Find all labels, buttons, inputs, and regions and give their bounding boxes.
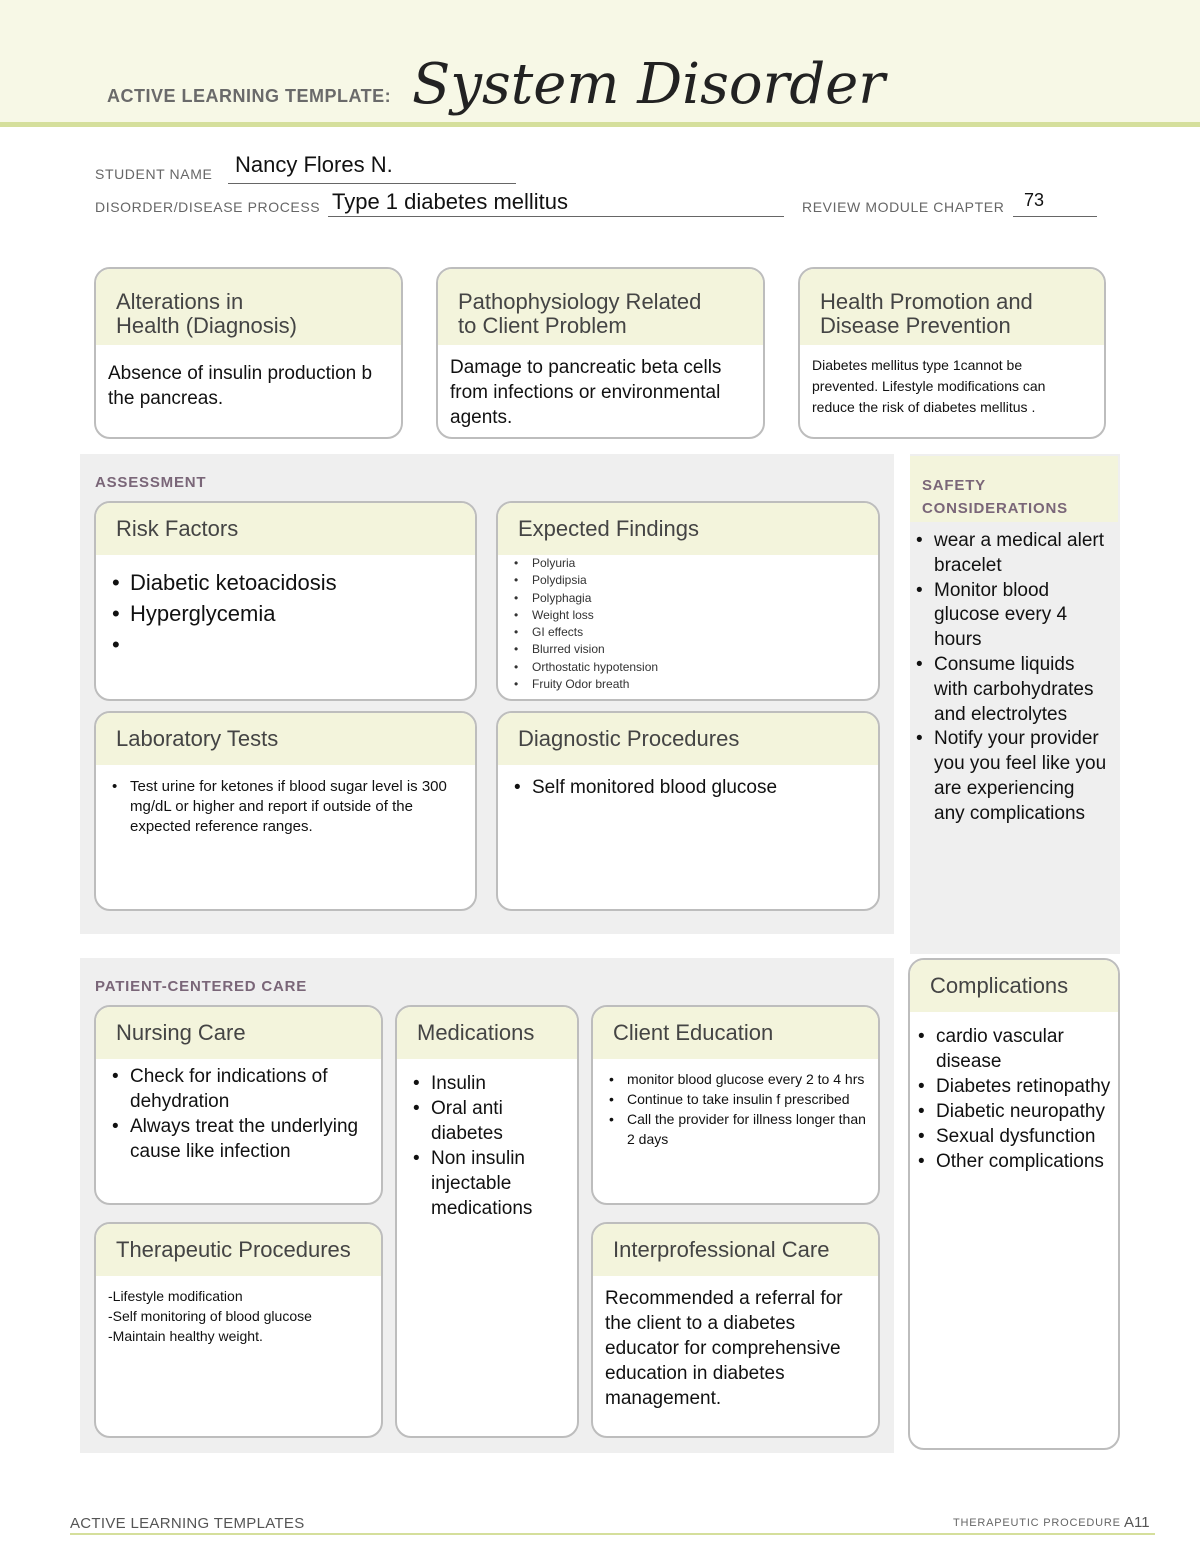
client-education-item: • monitor blood glucose every 2 to 4 hrs [605,1069,866,1089]
interprofessional-care-box [591,1222,880,1438]
pathophysiology-box [436,267,765,439]
medication-item: • Non insulin injectable medications [409,1146,565,1221]
safety-item: • Notify your provider you you feel like you are experiencing any complications [912,727,1108,826]
medications-box [395,1005,579,1438]
client-education-item: • Continue to take insulin f prescribed [605,1089,866,1109]
nursing-care-title: Nursing Care [116,1020,246,1045]
safety-list[interactable] [912,529,1108,827]
diagnostic-procedures-title: Diagnostic Procedures [518,726,740,751]
pathophysiology-title: Pathophysiology Related to Client Problem [458,289,702,338]
footer-right: THERAPEUTIC PROCEDURE [953,1517,1121,1529]
student-name-underline [228,183,516,184]
expected-finding-item: • Polydipsia [510,572,866,589]
nursing-care-item: • Check for indications of dehydration [108,1064,369,1114]
nursing-care-item: • Always treat the underlying cause like infection [108,1114,369,1164]
expected-finding-item: • Orthostatic hypotension [510,659,866,676]
complication-item: • Diabetes retinopathy [914,1074,1112,1099]
complication-item: • Other complications [914,1149,1112,1174]
risk-factors-title: Risk Factors [116,516,239,541]
risk-factors-box [94,501,477,701]
footer-page: A11 [1124,1514,1150,1531]
disorder-underline [328,216,784,217]
nursing-care-box [94,1005,383,1205]
diagnostic-procedures-list[interactable] [498,765,878,808]
safety-label: SAFETY CONSIDERATIONS [922,477,1068,517]
student-name-value[interactable]: Nancy Flores N. [235,152,393,177]
client-education-box [591,1005,880,1205]
risk-factor-item [108,629,463,660]
client-education-title: Client Education [613,1020,774,1045]
page-title: System Disorder [412,52,886,117]
expected-findings-list[interactable] [498,555,878,701]
header-rule [0,122,1200,127]
alterations-text[interactable]: Absence of insulin production b the pancreas. [108,363,373,409]
risk-factor-item: • Diabetic ketoacidosis [108,567,463,598]
expected-findings-title: Expected Findings [518,516,699,541]
disorder-label: DISORDER/DISEASE PROCESS [95,199,321,215]
therapeutic-procedures-text[interactable] [96,1276,381,1354]
nursing-care-list[interactable] [96,1059,381,1172]
health-promotion-box [798,267,1106,439]
health-promotion-text[interactable]: Diabetes mellitus type 1cannot be prevented. Lifestyle modifications can reduce the risk of diabetes mellitus . [812,357,1046,415]
therapeutic-procedures-title: Therapeutic Procedures [116,1237,351,1262]
expected-finding-item: • Blurred vision [510,641,866,658]
interprofessional-care-text[interactable]: Recommended a referral for the client to a diabetes educator for comprehensive education in diabetes management. [605,1288,843,1409]
expected-finding-item: • Fruity Odor breath [510,676,866,693]
risk-factor-item: • Hyperglycemia [108,598,463,629]
complications-title: Complications [930,973,1069,998]
interprofessional-care-title: Interprofessional Care [613,1237,830,1262]
client-education-list[interactable] [593,1059,878,1157]
complication-item: • Diabetic neuropathy [914,1099,1112,1124]
complications-box [908,958,1120,1450]
footer-rule [70,1533,1155,1535]
health-promotion-title: Health Promotion and Disease Prevention [820,289,1033,338]
student-name-label: STUDENT NAME [95,166,213,182]
client-education-item: • Call the provider for illness longer than 2 days [605,1109,866,1149]
therapeutic-procedures-box [94,1222,383,1438]
medication-item: • Insulin [409,1071,565,1096]
alterations-title: Alterations in Health (Diagnosis) [116,289,297,338]
expected-finding-item: • Polyuria [510,555,866,572]
template-label: ACTIVE LEARNING TEMPLATE: [107,86,392,106]
complication-item: • cardio vascular disease [914,1024,1112,1074]
therapeutic-procedure-line: -Maintain healthy weight. [108,1328,263,1344]
expected-finding-item: • Polyphagia [510,590,866,607]
therapeutic-procedure-line: -Self monitoring of blood glucose [108,1308,312,1324]
footer-left: ACTIVE LEARNING TEMPLATES [70,1515,305,1532]
assessment-label: ASSESSMENT [95,474,207,491]
laboratory-tests-list[interactable] [96,765,475,845]
medications-title: Medications [417,1020,535,1045]
laboratory-tests-title: Laboratory Tests [116,726,279,751]
alterations-box [94,267,403,439]
chapter-label: REVIEW MODULE CHAPTER [802,199,1005,215]
expected-finding-item: • Weight loss [510,607,866,624]
medications-list[interactable] [397,1059,577,1229]
risk-factors-list[interactable] [96,555,475,668]
expected-finding-item: • GI effects [510,624,866,641]
chapter-underline [1013,216,1097,217]
safety-item: • wear a medical alert bracelet [912,529,1108,579]
complication-item: • Sexual dysfunction [914,1124,1112,1149]
complications-list[interactable] [910,1012,1118,1174]
safety-item: • Consume liquids with carbohydrates and electrolytes [912,653,1108,727]
disorder-value[interactable]: Type 1 diabetes mellitus [332,189,569,214]
laboratory-test-item: • Test urine for ketones if blood sugar level is 300 mg/dL or higher and report if outside of the expected reference ranges. [108,777,463,837]
laboratory-tests-box [94,711,477,911]
diagnostic-procedures-box [496,711,880,911]
medication-item: • Oral anti diabetes [409,1096,565,1146]
safety-item: • Monitor blood glucose every 4 hours [912,579,1108,653]
expected-findings-box [496,501,880,701]
diagnostic-procedure-item: • Self monitored blood glucose [510,775,866,800]
chapter-value[interactable]: 73 [1024,190,1045,210]
therapeutic-procedure-line: -Lifestyle modification [108,1288,243,1304]
pathophysiology-text[interactable]: Damage to pancreatic beta cells from infections or environmental agents. [450,357,722,428]
patient-care-label: PATIENT-CENTERED CARE [95,978,308,995]
